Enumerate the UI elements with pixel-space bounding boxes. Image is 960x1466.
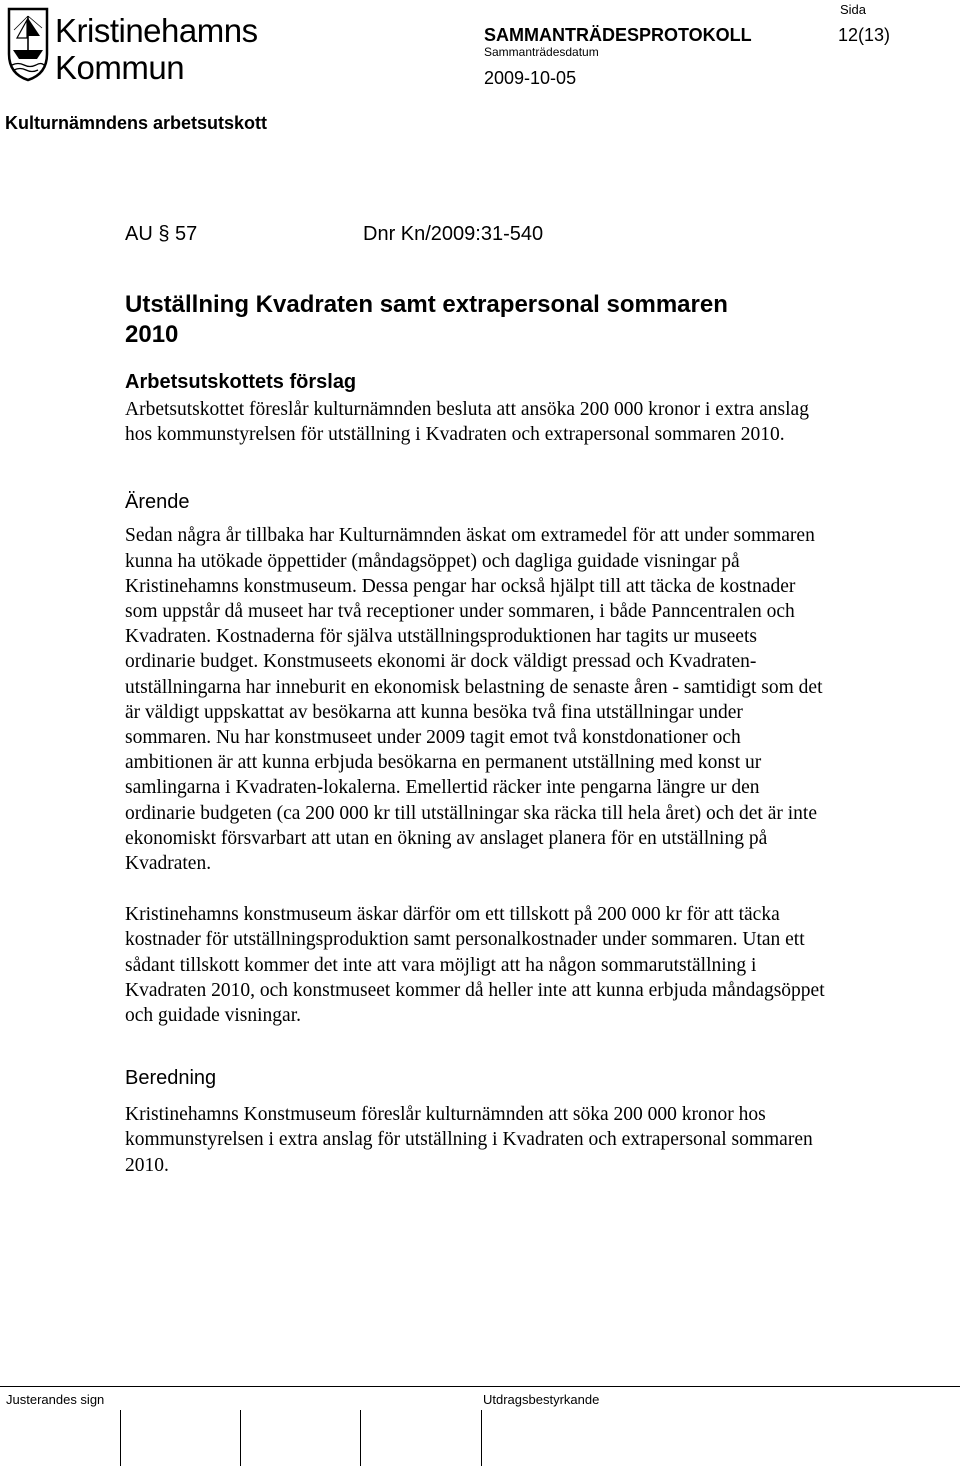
paragraph-number: AU § 57 [125, 223, 198, 245]
signature-footer [0, 1386, 960, 1466]
matter-paragraph-1: Sedan några år tillbaka har Kulturnämnden äskat om extramedel för att under sommaren kunna ha utökade öppettider (måndagsöppet) och dagliga guidade visningar på Kristinehamns konstmuseum. Dessa pengar har också hjälpt till att täcka de kostnader som uppstår då museet har två receptioner under sommaren, i både Panncentralen och Kvadraten. Kostnaderna för själva utställningsproduktionen har tagits ur museets ordinarie budget. Konstmuseets ekonomi är dock väldigt pressad och Kvadraten-utställningarna har inneburit en ekonomisk belastning de senaste åren - samtidigt som det är väldigt uppskattat av besökarna att kunna besöka två fina utställningar under sommaren. Nu har konstmuseet under 2009 tagit emot två konstdonationer och ambitionen är att kunna erbjuda besökarna en permanent utställning med konst ur samlingarna i Kvadraten-lokalerna. Emellertid räcker inte pengarna längre ur den ordinarie budgeten (ca 200 000 kr till utställningar ska räcka till hela året) och det är inte ekonomiskt försvarbart att utan en ökning av anslaget planera för en utställning på Kvadraten. [125, 525, 823, 875]
municipality-logo-text [55, 14, 258, 84]
preparation-text: Kristinehamns Konstmuseum föreslår kulturnämnden att söka 200 000 kronor hos kommunstyrelsen i extra anslag för utställning i Kvadraten och extrapersonal sommaren 2010. [125, 1104, 813, 1176]
signature-box-divider [120, 1410, 121, 1466]
extract-certification-label: Utdragsbestyrkande [483, 1392, 600, 1407]
signature-label: Justerandes sign [6, 1392, 105, 1407]
signature-box-divider [481, 1410, 482, 1466]
document-body [125, 223, 825, 1178]
page-title: Utställning Kvadraten samt extrapersonal sommaren 2010 [125, 291, 728, 348]
logo-line-1: Kristinehamns [55, 12, 258, 49]
page-number: 12(13) [838, 25, 891, 45]
proposal-text: Arbetsutskottet föreslår kulturnämnden besluta att ansöka 200 000 kronor i extra anslag hos kommunstyrelsen för utställning i Kvadraten och extrapersonal sommaren 2010. [125, 399, 809, 446]
footer-divider [0, 1386, 960, 1387]
case-reference-row [125, 223, 825, 253]
signature-box-divider [360, 1410, 361, 1466]
meeting-date-value: 2009-10-05 [484, 68, 577, 88]
preparation-heading: Beredning [125, 1067, 217, 1090]
page-label: Sida [840, 2, 867, 17]
logo-line-2: Kommun [55, 49, 185, 86]
matter-paragraph-2: Kristinehamns konstmuseum äskar därför om ett tillskott på 200 000 kr för att täcka kostnader för utställningsproduktion samt personalkostnader under sommaren. Utan ett sådant tillskott kommer det inte att vara möjligt att ha någon sommarutställning i Kvadraten 2010, och konstmuseet kommer då heller inte att kunna erbjuda måndagsöppet och guidade visningar. [125, 904, 825, 1027]
coat-of-arms-ship-icon [6, 6, 50, 82]
document-type: SAMMANTRÄDESPROTOKOLL [484, 25, 752, 45]
signature-box-divider [240, 1410, 241, 1466]
meeting-date-label: Sammanträdesdatum [484, 45, 599, 59]
matter-heading: Ärende [125, 491, 190, 514]
proposal-heading: Arbetsutskottets förslag [125, 371, 357, 393]
registration-number: Dnr Kn/2009:31-540 [363, 223, 544, 245]
committee-name: Kulturnämndens arbetsutskott [5, 113, 268, 133]
